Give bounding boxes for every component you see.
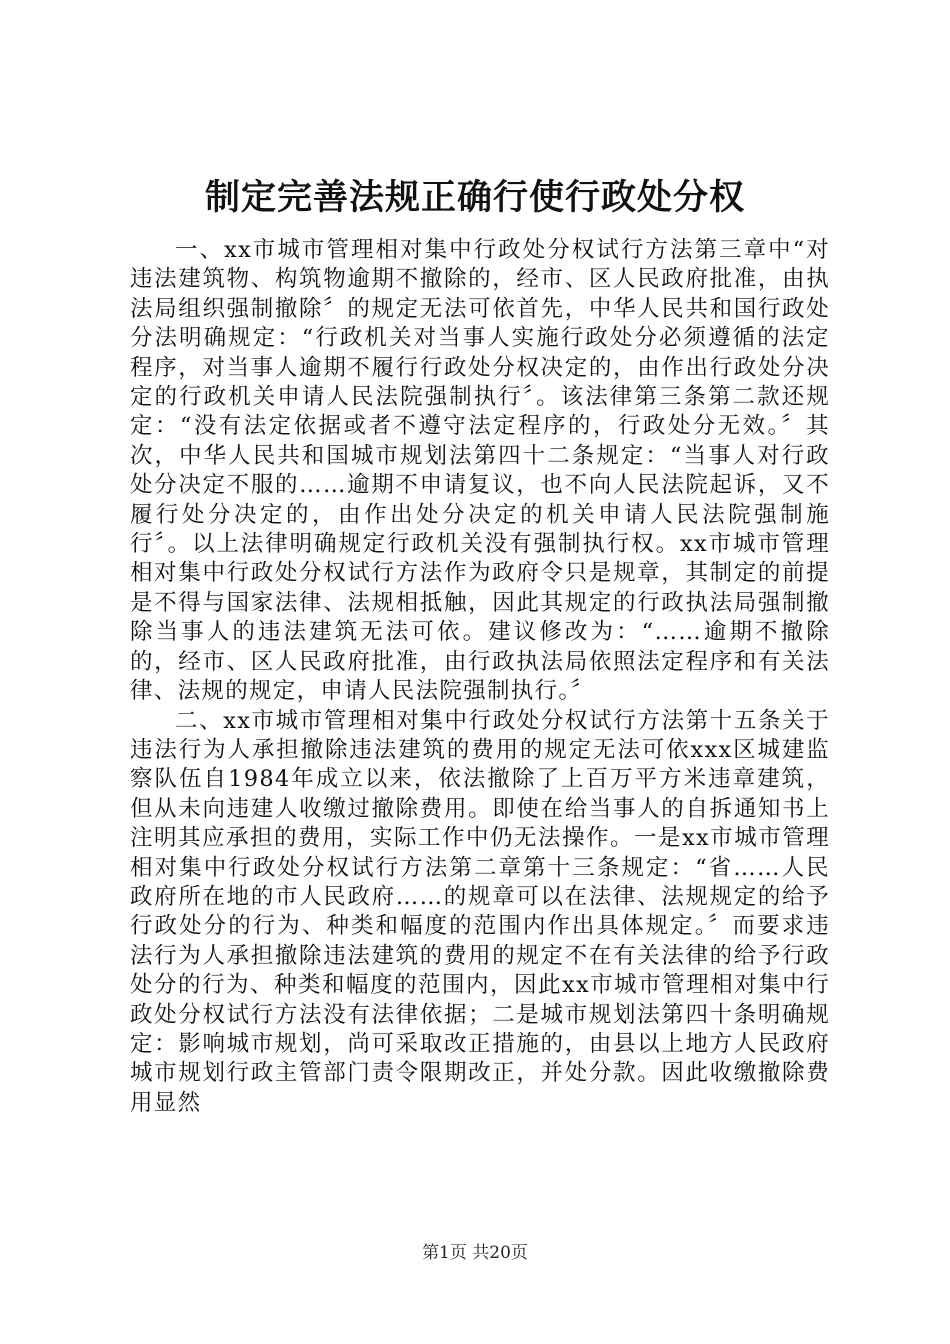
page-total: 共20页 <box>472 1243 528 1263</box>
page-number: 第1页 <box>422 1243 467 1263</box>
paragraph-2: 二、xx市城市管理相对集中行政处分权试行方法第十五条关于违法行为人承担撤除违法建筑的费用的规定无法可依xxx区城建监察队伍自1984年成立以来，依法撤除了上百万平方米违章建筑，但从未向违建人收缴过撤除费用。即使在给当事人的自拆通知书上注明其应承担的费用，实际工作中仍无法操作。一是xx市城市管理相对集中行政处分权试行方法第二章第十三条规定：“省……人民政府所在地的市人民政府……的规章可以在法律、法规规定的给予行政处分的行为、种类和幅度的范围内作出具体规定。〞而要求违法行为人承担撤除违法建筑的费用的规定不在有关法律的给予行政处分的行为、种类和幅度的范围内，因此xx市城市管理相对集中行政处分权试行方法没有法律依据；二是城市规划法第四十条明确规定：影响城市规划，尚可采取改正措施的，由县以上地方人民政府城市规划行政主管部门责令限期改正，并处分款。因此收缴撤除费用显然 <box>130 707 830 1116</box>
document-title: 制定完善法规正确行使行政处分权 <box>204 177 745 218</box>
document-body <box>130 236 830 1118</box>
paragraph-1: 一、xx市城市管理相对集中行政处分权试行方法第三章中“对违法建筑物、构筑物逾期不撤除的，经市、区人民政府批准，由执法局组织强制撤除〞的规定无法可依首先，中华人民共和国行政处分法明确规定：“行政机关对当事人实施行政处分必须遵循的法定程序，对当事人逾期不履行行政处分权决定的，由作出行政处分决定的行政机关申请人民法院强制执行〞。该法律第三条第二款还规定：“没有法定依据或者不遵守法定程序的，行政处分无效。〞其次，中华人民共和国城市规划法第四十二条规定：“当事人对行政处分决定不服的……逾期不申请复议，也不向人民法院起诉，又不履行处分决定的，由作出处分决定的机关申请人民法院强制施行〞。以上法律明确规定行政机关没有强制执行权。xx市城市管理相对集中行政处分权试行方法作为政府令只是规章，其制定的前提是不得与国家法律、法规相抵触，因此其规定的行政执法局强制撤除当事人的违法建筑无法可依。建议修改为：“……逾期不撤除的，经市、区人民政府批准，由行政执法局依照法定程序和有关法律、法规的规定，申请人民法院强制执行。〞 <box>130 237 830 705</box>
page-footer <box>0 1242 950 1264</box>
